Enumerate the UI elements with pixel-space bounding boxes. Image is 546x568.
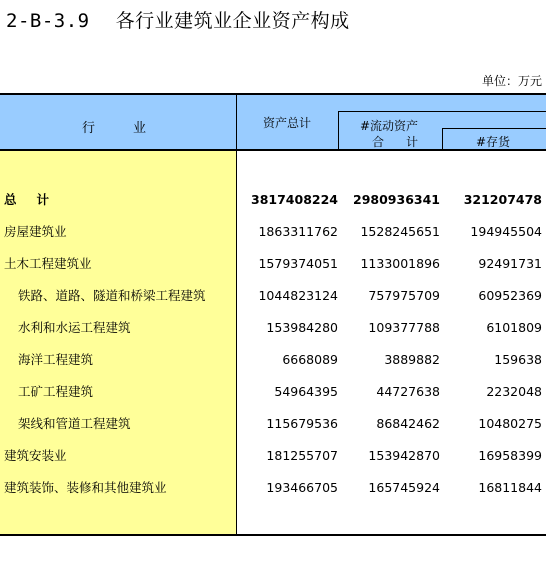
table-header bbox=[0, 93, 546, 151]
table-name: 各行业建筑业企业资产构成 bbox=[115, 10, 350, 32]
cell-current-assets: 44727638 bbox=[376, 384, 440, 399]
row-label: 土木工程建筑业 bbox=[4, 256, 92, 271]
cell-total-assets: 1579374051 bbox=[258, 256, 338, 271]
cell-current-assets: 109377788 bbox=[368, 320, 440, 335]
cell-total-assets: 1863311762 bbox=[258, 224, 338, 239]
header-divider-subtotal bbox=[442, 128, 443, 151]
header-divider-total bbox=[338, 111, 339, 151]
page-title bbox=[6, 6, 350, 33]
row-label: 建筑安装业 bbox=[4, 448, 67, 463]
row-label: 水利和水运工程建筑 bbox=[18, 320, 131, 335]
cell-total-assets: 181255707 bbox=[266, 448, 338, 463]
cell-current-assets: 2980936341 bbox=[353, 192, 440, 207]
cell-current-assets: 757975709 bbox=[368, 288, 440, 303]
table-row bbox=[0, 318, 546, 338]
cell-total-assets: 153984280 bbox=[266, 320, 338, 335]
cell-inventory: 321207478 bbox=[463, 192, 542, 207]
cell-total-assets: 1044823124 bbox=[258, 288, 338, 303]
row-label: 建筑装饰、装修和其他建筑业 bbox=[4, 480, 167, 495]
table-row bbox=[0, 254, 546, 274]
table-bottom-border bbox=[0, 534, 546, 536]
row-label: 海洋工程建筑 bbox=[18, 352, 94, 367]
header-divider-industry bbox=[236, 93, 237, 151]
table-row bbox=[0, 446, 546, 466]
cell-inventory: 92491731 bbox=[478, 256, 542, 271]
row-label: 铁路、道路、隧道和桥梁工程建筑 bbox=[18, 288, 206, 303]
header-current-subtotal: 合计 bbox=[372, 135, 441, 149]
row-label: 工矿工程建筑 bbox=[18, 384, 94, 399]
cell-current-assets: 165745924 bbox=[368, 480, 440, 495]
header-inventory: #存货 bbox=[476, 135, 511, 149]
cell-inventory: 2232048 bbox=[486, 384, 542, 399]
cell-inventory: 194945504 bbox=[470, 224, 542, 239]
table-row bbox=[0, 286, 546, 306]
cell-total-assets: 54964395 bbox=[274, 384, 338, 399]
table-row bbox=[0, 414, 546, 434]
cell-inventory: 60952369 bbox=[478, 288, 542, 303]
table-code: 2-B-3.9 bbox=[6, 10, 90, 32]
header-current-assets: #流动资产 bbox=[360, 119, 419, 133]
cell-inventory: 159638 bbox=[494, 352, 542, 367]
cell-total-assets: 6668089 bbox=[282, 352, 338, 367]
header-industry: 行业 bbox=[82, 121, 185, 136]
cell-total-assets: 193466705 bbox=[266, 480, 338, 495]
table-row bbox=[0, 350, 546, 370]
table-row bbox=[0, 478, 546, 498]
table-row bbox=[0, 222, 546, 242]
table-row bbox=[0, 382, 546, 402]
row-label: 总计 bbox=[4, 192, 70, 207]
cell-inventory: 6101809 bbox=[486, 320, 542, 335]
cell-inventory: 10480275 bbox=[478, 416, 542, 431]
cell-current-assets: 3889882 bbox=[384, 352, 440, 367]
cell-current-assets: 1528245651 bbox=[360, 224, 440, 239]
cell-total-assets: 115679536 bbox=[266, 416, 338, 431]
header-total-assets: 资产总计 bbox=[263, 116, 312, 130]
header-divider-current bbox=[338, 111, 546, 112]
row-label: 架线和管道工程建筑 bbox=[18, 416, 131, 431]
unit-label: 单位：万元 bbox=[481, 74, 542, 88]
cell-inventory: 16958399 bbox=[478, 448, 542, 463]
cell-inventory: 16811844 bbox=[478, 480, 542, 495]
table-row-total bbox=[0, 190, 546, 210]
header-divider-inventory bbox=[442, 128, 546, 129]
cell-total-assets: 3817408224 bbox=[251, 192, 338, 207]
cell-current-assets: 1133001896 bbox=[360, 256, 440, 271]
cell-current-assets: 153942870 bbox=[368, 448, 440, 463]
cell-current-assets: 86842462 bbox=[376, 416, 440, 431]
row-label: 房屋建筑业 bbox=[4, 224, 67, 239]
